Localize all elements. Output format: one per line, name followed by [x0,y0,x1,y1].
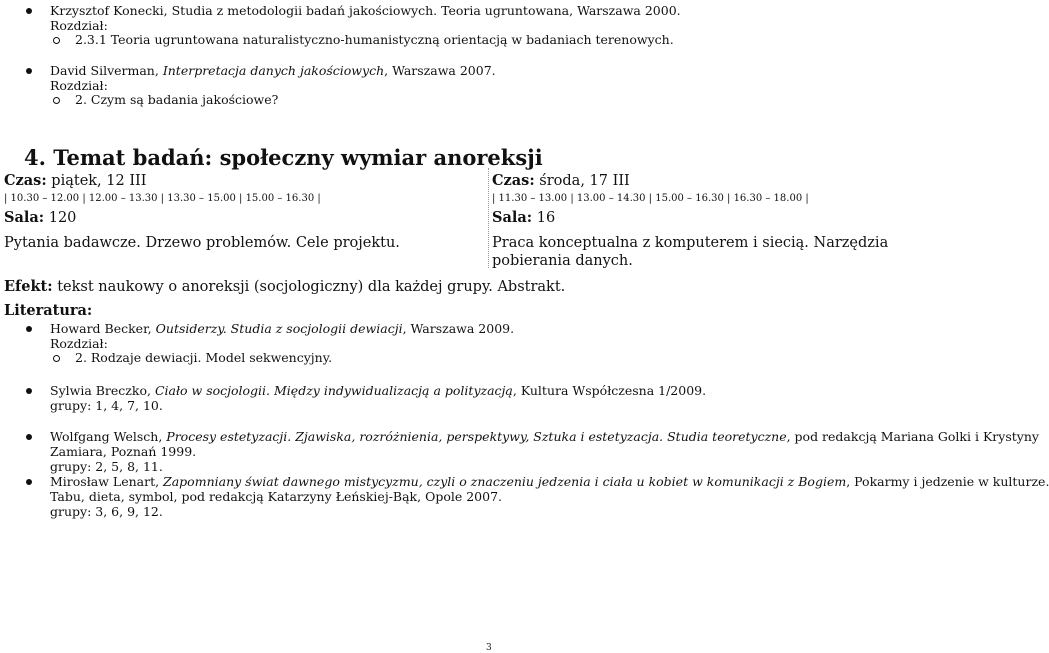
reference-welsch-line2: Zamiara, Poznań 1999. [50,444,197,459]
column-divider [488,168,489,268]
right-description: Praca konceptualna z komputerem i siecią. Narzędzia pobierania danych. [492,235,889,269]
reference-welsch: Wolfgang Welsch, Procesy estetyzacji. Zjawiska, rozróżnienia, perspektywy, Sztuka i estetyzacja. Studia teoretyczne, pod redakcją Mariana Golki i Krystyny [50,429,1039,444]
bullet-dot [26,326,32,332]
right-czas: Czas: środa, 17 III [492,172,630,189]
efekt: Efekt: tekst naukowy o anoreksji (socjologiczny) dla każdej grupy. Abstrakt. [4,278,566,295]
groups-lenart: grupy: 3, 6, 9, 12. [50,504,163,519]
left-description: Pytania badawcze. Drzewo problemów. Cele projektu. [4,235,400,251]
rozdzial-label: Rozdział: [50,78,108,93]
right-time-slots: | 11.30 – 13.00 | 13.00 – 14.30 | 15.00 – 16.30 | 16.30 – 18.00 | [492,193,809,204]
rozdzial-label: Rozdział: [50,336,108,351]
bullet-dot [26,388,32,394]
bullet-dot [26,479,32,485]
reference-lenart: Mirosław Lenart, Zapomniany świat dawnego mistycyzmu, czyli o znaczeniu jedzenia i ciała u kobiet w komunikacji z Bogiem, Pokarmy i jedzenie w kulturze. [50,474,1049,489]
rozdzial-label: Rozdział: [50,18,108,33]
left-czas: Czas: piątek, 12 III [4,172,147,189]
page-number: 3 [486,643,492,653]
chapter-becker: 2. Rodzaje dewiacji. Model sekwencyjny. [75,350,333,365]
reference-becker: Howard Becker, Outsiderzy. Studia z socjologii dewiacji, Warszawa 2009. [50,321,515,336]
reference-konecki: Krzysztof Konecki, Studia z metodologii badań jakościowych. Teoria ugruntowana, Warszawa 2000. [50,3,681,18]
circle-bullet [53,37,60,44]
bullet-dot [26,68,32,74]
right-sala: Sala: 16 [492,209,556,226]
reference-lenart-line2: Tabu, dieta, symbol, pod redakcją Katarzyny Łeńskiej-Bąk, Opole 2007. [50,489,503,504]
left-sala: Sala: 120 [4,209,77,226]
groups-welsch: grupy: 2, 5, 8, 11. [50,459,163,474]
reference-silverman: David Silverman, Interpretacja danych jakościowych, Warszawa 2007. [50,63,496,78]
groups-breczko: grupy: 1, 4, 7, 10. [50,398,163,413]
circle-bullet [53,355,60,362]
left-time-slots: | 10.30 – 12.00 | 12.00 – 13.30 | 13.30 – 15.00 | 15.00 – 16.30 | [4,193,321,204]
literatura-heading: Literatura: [4,302,93,319]
bullet-dot [26,434,32,440]
chapter-silverman: 2. Czym są badania jakościowe? [75,92,279,107]
circle-bullet [53,97,60,104]
bullet-dot [26,8,32,14]
section-title: 4. Temat badań: społeczny wymiar anoreksji [24,145,543,170]
reference-breczko: Sylwia Breczko, Ciało w socjologii. Między indywidualizacją a polityzacją, Kultura Współczesna 1/2009. [50,383,707,398]
chapter-konecki: 2.3.1 Teoria ugruntowana naturalistyczno-humanistyczną orientacją w badaniach terenowych. [75,32,674,47]
